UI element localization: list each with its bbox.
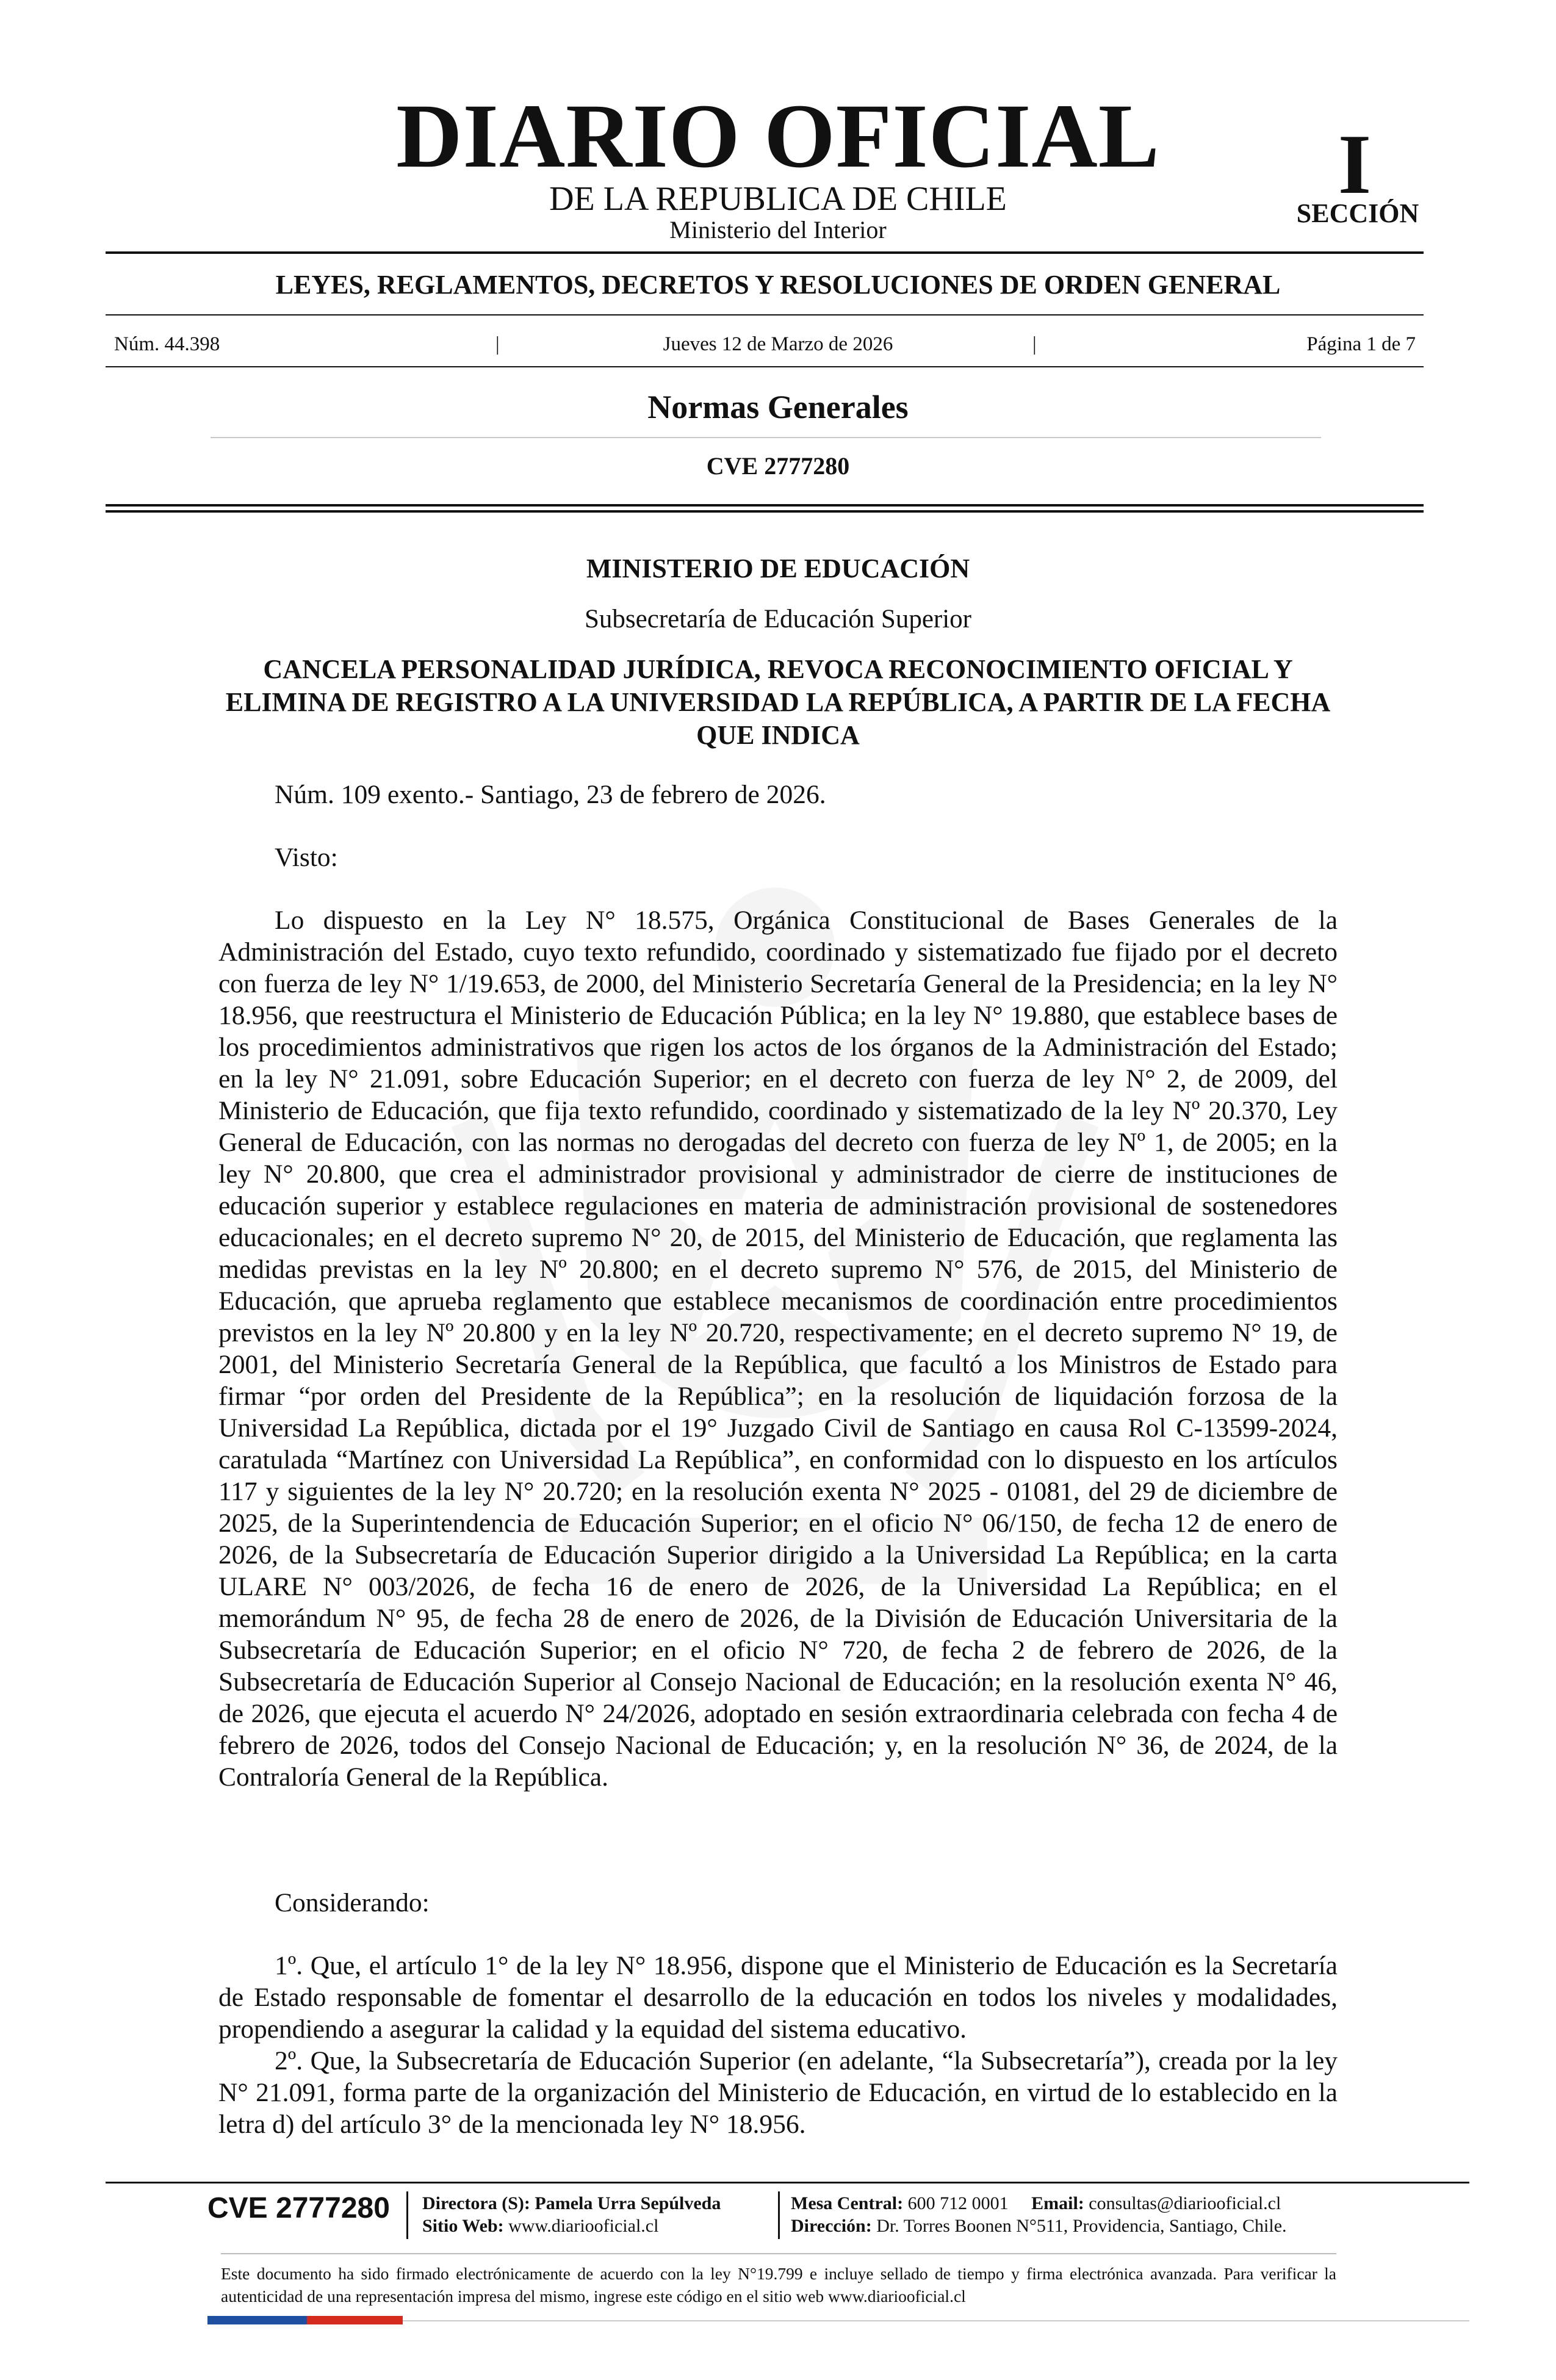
director-label: Directora (S): [422, 2193, 530, 2213]
section-rule-bottom [106, 510, 1424, 513]
considerando-label: Considerando: [275, 1888, 430, 1917]
section-heading: Normas Generales [647, 389, 909, 425]
address-text: Dr. Torres Boonen N°511, Providencia, Santiago, Chile. [876, 2216, 1287, 2236]
footer-legal-note: Este documento ha sido firmado electrónicamente de acuerdo con la ley N°19.799 e incluye sellado de tiempo y firma electrónica avanzada. Para verificar la autenticidad de una representación impresa del mismo, ingrese este código en el sitio web www.diariooficial.cl [221, 2264, 1336, 2306]
visto-label: Visto: [275, 843, 338, 872]
footer-address [791, 2215, 1287, 2237]
website-link[interactable]: www.diariooficial.cl [508, 2216, 659, 2236]
phone-number: 600 712 0001 [907, 2193, 1009, 2213]
footer-contact [791, 2192, 1281, 2215]
section-label: SECCIÓN [1296, 198, 1419, 228]
footer-cve-code: CVE 2777280 [207, 2192, 390, 2224]
cve-code: CVE 2777280 [706, 452, 850, 480]
info-separator: | [495, 333, 500, 355]
document-ministry: MINISTERIO DE EDUCACIÓN [586, 554, 970, 583]
footer-director [422, 2192, 721, 2215]
flag-stripe-red [307, 2316, 403, 2324]
masthead-subtitle: DE LA REPUBLICA DE CHILE [549, 180, 1007, 218]
footer-bottom-rule [403, 2320, 1469, 2321]
director-name: Pamela Urra Sepúlveda [535, 2193, 721, 2213]
info-bar-top-rule [106, 314, 1424, 316]
footer-website [422, 2215, 658, 2237]
decree-number-line: Núm. 109 exento.- Santiago, 23 de febrero de 2026. [275, 780, 826, 809]
issue-date: Jueves 12 de Marzo de 2026 [663, 333, 893, 355]
issue-number: Núm. 44.398 [114, 333, 220, 355]
considerando-paragraph-1: 1º. Que, el artículo 1° de la ley N° 18.956, dispone que el Ministerio de Educación es la Secretaría de Estado responsable de fomentar el desarrollo de la educación en todos los niveles y modalidades, propendiendo a asegurar la calidad y la equidad del sistema educativo. [218, 1951, 1338, 2044]
email-link[interactable]: consultas@diariooficial.cl [1089, 2193, 1281, 2213]
info-separator: | [1032, 333, 1037, 355]
email-label: Email: [1031, 2193, 1084, 2213]
considerando-paragraph-2: 2º. Que, la Subsecretaría de Educación Superior (en adelante, “la Subsecretaría”), creada por la ley N° 21.091, forma parte de la organización del Ministerio de Educación, en virtud de lo establecido en la letra d) del artículo 3° de la mencionada ley N° 18.956. [218, 2046, 1338, 2139]
section-number: I [1338, 117, 1372, 212]
address-label: Dirección: [791, 2216, 872, 2236]
footer-divider [406, 2191, 408, 2239]
document-title: CANCELA PERSONALIDAD JURÍDICA, REVOCA RECONOCIMIENTO OFICIAL Y ELIMINA DE REGISTRO A LA UNIVERSIDAD LA REPÚBLICA, A PARTIR DE LA FECHA QUE INDICA [225, 654, 1331, 750]
visto-paragraph: Lo dispuesto en la Ley N° 18.575, Orgánica Constitucional de Bases Generales de la Administración del Estado, cuyo texto refundido, coordinado y sistematizado fue fijado por el decreto con fuerza de ley N° 1/19.653, de 2000, del Ministerio Secretaría General de la Presidencia; en la ley N° 18.956, que reestructura el Ministerio de Educación Pública; en la ley N° 19.880, que establece bases de los procedimientos administrativos que rigen los actos de los órganos de la Administración del Estado; en la ley N° 21.091, sobre Educación Superior; en el decreto con fuerza de ley N° 2, de 2009, del Ministerio de Educación, que fija texto refundido, coordinado y sistematizado de la ley Nº 20.370, Ley General de Educación, con las normas no derogadas del decreto con fuerza de ley Nº 1, de 2005; en la ley N° 20.800, que crea el administrador provisional y administrador de cierre de instituciones de educación superior y establece regulaciones en materia de administración provisional de sostenedores educacionales; en el decreto supremo N° 20, de 2015, del Ministerio de Educación, que reglamenta las medidas previstas en la ley Nº 20.800; en el decreto supremo N° 576, de 2015, del Ministerio de Educación, que aprueba reglamento que establece mecanismos de coordinación entre procedimientos previstos en la ley Nº 20.800 y en la ley Nº 20.720, respectivamente; en el decreto supremo N° 19, de 2001, del Ministerio Secretaría General de la República, que facultó a los Ministros de Estado para firmar “por orden del Presidente de la República”; en la resolución de liquidación forzosa de la Universidad La República, dictada por el 19° Juzgado Civil de Santiago en causa Rol C-13599-2024, caratulada “Martínez con Universidad La República”, en conformidad con lo dispuesto en los artículos 117 y siguientes de la ley N° 20.720; en la resolución exenta N° 2025 - 01081, del 29 de diciembre de 2025, de la Superintendencia de Educación Superior; en el oficio N° 06/150, de fecha 12 de enero de 2026, de la Subsecretaría de Educación Superior dirigido a la Universidad La República; en la carta ULARE N° 003/2026, de fecha 16 de enero de 2026, de la Universidad La República; en el memorándum N° 95, de fecha 28 de enero de 2026, de la División de Educación Universitaria de la Subsecretaría de Educación Superior; en el oficio N° 720, de fecha 2 de febrero de 2026, de la Subsecretaría de Educación Superior al Consejo Nacional de Educación; en la resolución exenta N° 46, de 2026, que ejecuta el acuerdo N° 24/2026, adoptado en sesión extraordinaria celebrada con fecha 4 de febrero de 2026, todos del Consejo Nacional de Educación; y, en la resolución N° 36, de 2024, de la Contraloría General de la República. [218, 906, 1338, 1792]
section-rule-top [106, 504, 1424, 507]
footer-note-rule [221, 2253, 1336, 2254]
category-heading: LEYES, REGLAMENTOS, DECRETOS Y RESOLUCIONES DE ORDEN GENERAL [275, 270, 1281, 300]
phone-label: Mesa Central: [791, 2193, 904, 2213]
footer-rule [106, 2182, 1469, 2183]
website-label: Sitio Web: [422, 2216, 504, 2236]
info-bar-bottom-rule [106, 366, 1424, 367]
flag-stripe-blue [207, 2316, 307, 2324]
masthead-title: DIARIO OFICIAL [396, 85, 1160, 187]
page-indicator: Página 1 de 7 [1306, 333, 1416, 355]
footer-divider [778, 2191, 780, 2239]
masthead-ministry: Ministerio del Interior [669, 216, 887, 243]
section-heading-underline [211, 437, 1321, 438]
document-subsecretariat: Subsecretaría de Educación Superior [585, 605, 971, 633]
header-rule [106, 251, 1424, 254]
